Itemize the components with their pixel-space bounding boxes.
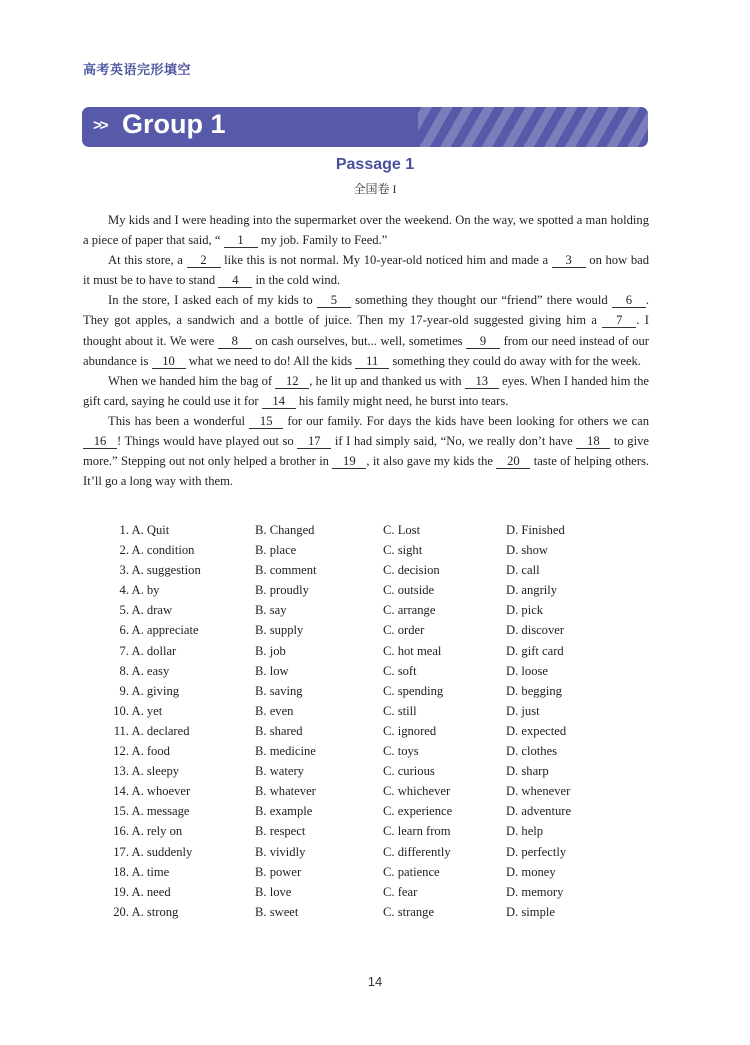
option-a	[105, 540, 194, 560]
option-b: B. power	[255, 864, 302, 879]
passage-paragraph	[83, 210, 649, 250]
option-b: B. comment	[255, 563, 317, 578]
option-c: C. arrange	[383, 603, 436, 618]
blank-17: 17	[297, 434, 331, 449]
option-b: B. whatever	[255, 784, 316, 799]
option-row	[105, 641, 645, 661]
option-c: C. whichever	[383, 784, 451, 799]
option-a	[105, 721, 190, 741]
option-d: D. loose	[506, 663, 548, 678]
option-b: B. watery	[255, 764, 304, 779]
option-b: B. sweet	[255, 904, 299, 919]
blank-1: 1	[224, 233, 258, 248]
option-row	[105, 842, 645, 862]
question-number: 6.	[119, 623, 129, 638]
option-a	[105, 801, 190, 821]
blank-6: 6	[612, 293, 646, 308]
option-a	[105, 781, 190, 801]
option-a	[105, 761, 179, 781]
option-c: C. differently	[383, 844, 451, 859]
question-number: 12.	[113, 744, 129, 759]
option-c: C. experience	[383, 804, 453, 819]
group-banner	[82, 107, 648, 147]
option-a	[105, 902, 178, 922]
option-a-text: A. suggestion	[131, 563, 201, 578]
blank-16: 16	[83, 434, 117, 449]
passage-text: When we handed him the bag of	[108, 373, 276, 388]
option-a-text: A. dollar	[131, 643, 177, 658]
option-c: C. Lost	[383, 523, 421, 537]
blank-9: 9	[466, 334, 500, 349]
option-a	[105, 641, 176, 661]
option-row	[105, 862, 645, 882]
book-title: 高考英语完形填空	[83, 62, 192, 77]
blank-3: 3	[552, 253, 586, 268]
passage-text: for our family. For days the kids have been looking for others we can	[283, 413, 649, 428]
option-a-text: A. draw	[131, 603, 173, 618]
option-row	[105, 520, 645, 540]
passage-text: in the cold wind.	[252, 273, 341, 288]
option-c: C. toys	[383, 744, 419, 759]
option-a-text: A. message	[131, 804, 190, 819]
question-number: 14.	[113, 784, 129, 799]
passage-text: In the store, I asked each of my kids to	[108, 293, 317, 308]
blank-13: 13	[465, 374, 499, 389]
option-c: C. still	[383, 703, 417, 718]
option-b: B. saving	[255, 683, 303, 698]
option-row	[105, 821, 645, 841]
option-b: B. low	[255, 663, 289, 678]
passage-paragraph	[83, 371, 649, 411]
blank-5: 5	[317, 293, 351, 308]
option-b: B. vividly	[255, 844, 306, 859]
passage-title: Passage 1	[335, 156, 415, 173]
question-number: 2.	[119, 543, 129, 558]
question-number: 5.	[119, 603, 129, 618]
option-row	[105, 681, 645, 701]
question-number: 3.	[119, 563, 129, 578]
option-c: C. hot meal	[383, 643, 442, 658]
option-b: B. love	[255, 884, 292, 899]
option-b: B. example	[255, 804, 313, 819]
option-a	[105, 620, 199, 640]
option-a-text: A. easy	[131, 663, 170, 678]
question-number: 19.	[113, 884, 129, 899]
passage-text: . They got apples, a sandwich and a bottle of juice. Then my 17-year-old suggested giving him a	[83, 293, 650, 328]
option-d: D. show	[506, 543, 548, 558]
option-b: B. respect	[255, 824, 306, 839]
blank-20: 20	[496, 454, 530, 469]
option-row	[105, 701, 645, 721]
passage-body	[83, 210, 649, 491]
option-a	[105, 701, 162, 721]
option-row	[105, 540, 645, 560]
question-number: 4.	[119, 583, 129, 598]
option-d: D. help	[506, 824, 544, 839]
option-a	[105, 862, 169, 882]
double-chevron-icon: >>	[93, 117, 107, 134]
option-d: D. just	[506, 703, 540, 718]
blank-14: 14	[262, 394, 296, 409]
option-a-text: A. declared	[131, 723, 190, 738]
option-row	[105, 882, 645, 902]
option-d: D. sharp	[506, 764, 549, 779]
option-a-text: A. time	[131, 864, 170, 879]
option-row	[105, 761, 645, 781]
option-a-text: A. giving	[131, 683, 180, 698]
option-a	[105, 821, 182, 841]
question-number: 10.	[113, 703, 129, 718]
passage-paragraph	[83, 290, 649, 370]
passage-text: if I had simply said, “No, we really don’t have	[331, 434, 577, 449]
option-a-text: A. condition	[131, 543, 195, 558]
passage-text: his family might need, he burst into tears.	[295, 393, 509, 408]
blank-18: 18	[576, 434, 610, 449]
option-b: B. Changed	[255, 523, 315, 537]
option-b: B. place	[255, 543, 297, 558]
option-a-text: A. by	[131, 583, 160, 598]
option-b: B. say	[255, 603, 287, 618]
question-number: 15.	[113, 804, 129, 819]
passage-text: My kids and I were heading into the supermarket over the weekend. On the way, we spotted a man holding a piece of paper that said, “	[83, 213, 649, 248]
option-c: C. decision	[383, 563, 440, 578]
blank-4: 4	[218, 273, 252, 288]
option-a	[105, 661, 169, 681]
passage-text: like this is not normal. My 10-year-old noticed him and made a	[220, 253, 552, 268]
blank-12: 12	[275, 374, 309, 389]
option-a	[105, 882, 171, 902]
option-d: D. angrily	[506, 583, 558, 598]
question-number: 9.	[119, 683, 129, 698]
option-d: D. Finished	[506, 523, 565, 537]
option-row	[105, 620, 645, 640]
option-c: C. ignored	[383, 723, 437, 738]
banner-stripes	[418, 107, 648, 147]
option-c: C. sight	[383, 543, 423, 558]
group-title: Group 1	[122, 109, 226, 139]
passage-paragraph	[83, 411, 649, 491]
passage-text: At this store, a	[108, 253, 187, 268]
option-d: D. begging	[506, 683, 562, 698]
option-c: C. soft	[383, 663, 417, 678]
option-c: C. strange	[383, 904, 435, 919]
passage-text: ! Things would have played out so	[117, 434, 298, 449]
passage-text: what we need to do! All the kids	[185, 353, 356, 368]
option-row	[105, 781, 645, 801]
answer-options	[105, 520, 645, 922]
option-d: D. perfectly	[506, 844, 567, 859]
option-row	[105, 801, 645, 821]
option-a	[105, 600, 172, 620]
option-c: C. fear	[383, 884, 418, 899]
option-row	[105, 580, 645, 600]
question-number: 13.	[113, 764, 129, 779]
page-number: 14	[367, 974, 383, 989]
passage-text: something they thought our “friend” there would	[350, 293, 612, 308]
option-row	[105, 721, 645, 741]
option-b: B. medicine	[255, 744, 316, 759]
question-number: 7.	[119, 643, 129, 658]
blank-10: 10	[152, 354, 186, 369]
option-a-text: A. whoever	[131, 784, 191, 799]
question-number: 11.	[113, 723, 129, 738]
option-a-text: A. appreciate	[131, 623, 199, 638]
question-number: 16.	[113, 824, 129, 839]
option-a	[105, 842, 192, 862]
blank-2: 2	[187, 253, 221, 268]
option-a-text: A. suddenly	[131, 844, 193, 859]
option-a-text: A. rely on	[131, 824, 183, 839]
option-row	[105, 600, 645, 620]
option-row	[105, 560, 645, 580]
option-c: C. outside	[383, 583, 435, 598]
option-row	[105, 741, 645, 761]
passage-text: to give more.” Stepping out not only helped a brother in	[83, 434, 649, 469]
passage-text: my job. Family to Feed.”	[257, 233, 388, 248]
option-d: D. simple	[506, 904, 555, 919]
option-row	[105, 661, 645, 681]
passage-text: This has been a wonderful	[108, 413, 250, 428]
blank-7: 7	[602, 313, 636, 328]
passage-text: on cash ourselves, but... well, sometimes	[251, 333, 467, 348]
option-a-text: A. strong	[131, 904, 179, 919]
passage-paragraph	[83, 250, 649, 290]
passage-text: . I thought about it. We were	[83, 313, 649, 348]
option-a	[105, 560, 201, 580]
passage-text: from our need instead of our abundance is	[83, 333, 649, 368]
option-b: B. proudly	[255, 583, 309, 598]
question-number: 18.	[113, 864, 129, 879]
blank-8: 8	[218, 334, 252, 349]
option-d: D. discover	[506, 623, 565, 638]
option-d: D. gift card	[506, 643, 564, 658]
option-a-text: A. yet	[131, 703, 163, 718]
option-c: C. order	[383, 623, 425, 638]
option-d: D. pick	[506, 603, 544, 618]
option-row	[105, 902, 645, 922]
option-c: C. curious	[383, 764, 435, 779]
option-a	[105, 580, 159, 600]
option-a-text: A. sleepy	[131, 764, 180, 779]
blank-11: 11	[355, 354, 389, 369]
passage-text: eyes. When I handed him the gift card, saying he could use it for	[83, 373, 650, 408]
option-a-text: A. Quit	[131, 523, 170, 537]
option-b: B. job	[255, 643, 286, 658]
passage-text: , it also gave my kids the	[366, 454, 497, 469]
passage-text: something they could do away with for the week.	[389, 353, 642, 368]
option-b: B. shared	[255, 723, 303, 738]
passage-text: on how bad it must be to have to stand	[83, 253, 650, 288]
option-d: D. memory	[506, 884, 564, 899]
option-d: D. adventure	[506, 804, 572, 819]
blank-15: 15	[249, 414, 283, 429]
option-a	[105, 741, 170, 761]
question-number: 8.	[119, 663, 129, 678]
option-d: D. money	[506, 864, 556, 879]
blank-19: 19	[332, 454, 366, 469]
option-b: B. even	[255, 703, 294, 718]
question-number: 17.	[113, 844, 129, 859]
option-c: C. learn from	[383, 824, 451, 839]
passage-text: taste of helping others. It’ll go a long way with them.	[83, 454, 649, 489]
option-a	[105, 520, 169, 540]
option-d: D. clothes	[506, 744, 558, 759]
question-number: 20.	[113, 904, 129, 919]
option-a-text: A. food	[131, 744, 170, 759]
passage-source: 全国卷 I	[353, 182, 397, 196]
option-a	[105, 681, 179, 701]
option-d: D. call	[506, 563, 540, 578]
option-b: B. supply	[255, 623, 304, 638]
option-d: D. whenever	[506, 784, 571, 799]
question-number: 1.	[119, 523, 129, 537]
option-d: D. expected	[506, 723, 567, 738]
passage-text: , he lit up and thanked us with	[309, 373, 465, 388]
option-c: C. patience	[383, 864, 440, 879]
option-c: C. spending	[383, 683, 444, 698]
option-a-text: A. need	[131, 884, 171, 899]
